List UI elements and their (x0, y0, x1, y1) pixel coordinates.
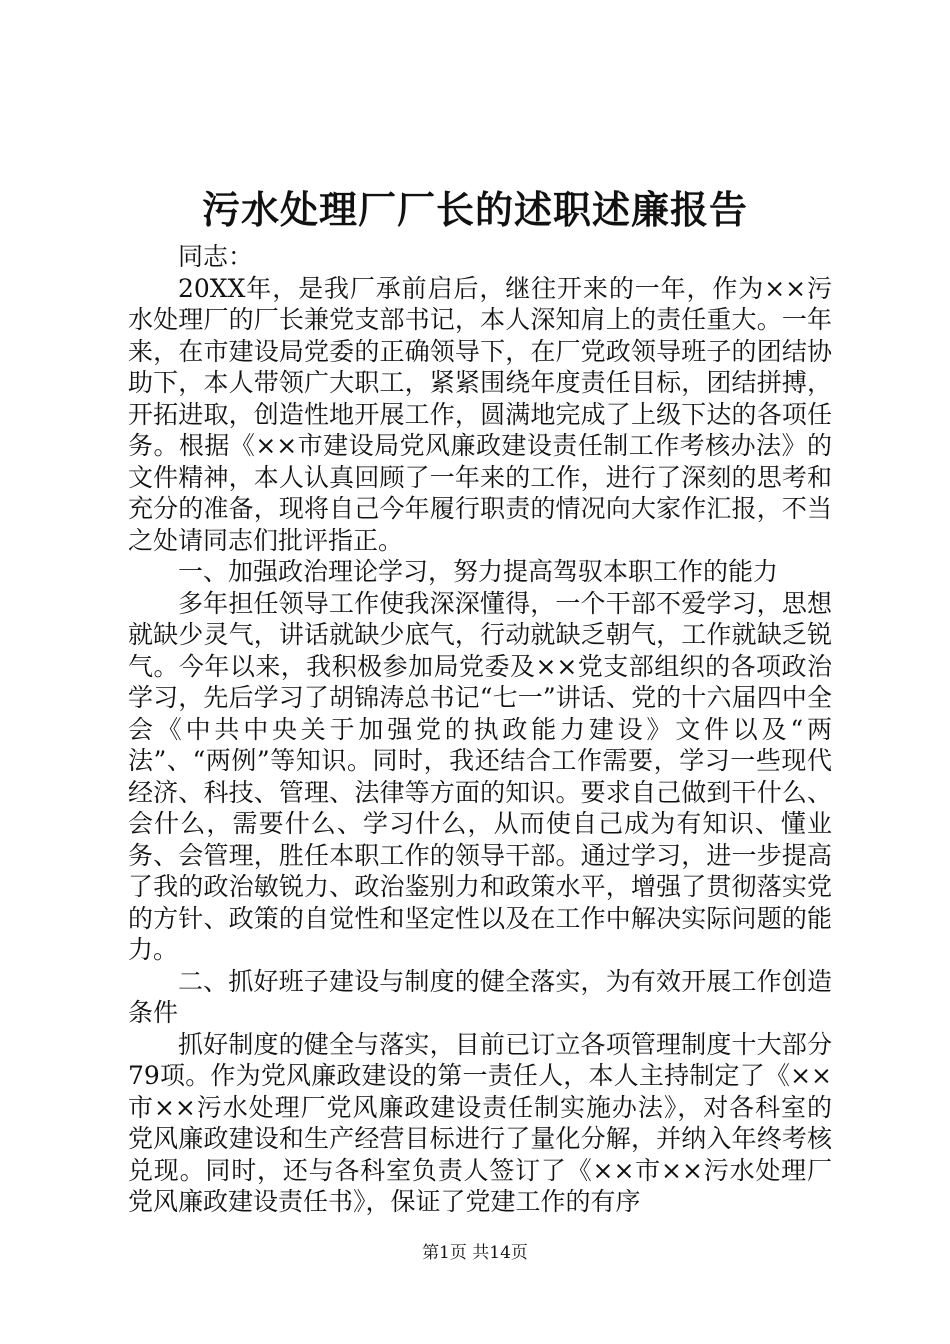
paragraph: 抓好制度的健全与落实，目前已订立各项管理制度十大部分79项。作为党风廉政建设的第一责任人，本人主持制定了《××市××污水处理厂党风廉政建设责任制实施办法》，对各科室的党风廉政建设和生产经营目标进行了量化分解，并纳入年终考核兑现。同时，还与各科室负责人签订了《××市××污水处理厂党风廉政建设责任书》，保证了党建工作的有序 (128, 1029, 832, 1216)
paragraph: 20XX年，是我厂承前启后，继往开来的一年，作为××污水处理厂的厂长兼党支部书记，本人深知肩上的责任重大。一年来，在市建设局党委的正确领导下，在厂党政领导班子的团结协助下，本人带领广大职工，紧紧围绕年度责任目标，团结拼搏，开拓进取，创造性地开展工作，圆满地完成了上级下达的各项任务。根据《××市建设局党风廉政建设责任制工作考核办法》的文件精神，本人认真回顾了一年来的工作，进行了深刻的思考和充分的准备，现将自己今年履行职责的情况向大家作汇报，不当之处请同志们批评指正。 (128, 273, 832, 555)
document-title: 污水处理厂厂长的述职述廉报告 (201, 187, 748, 232)
section-heading: 二、抓好班子建设与制度的健全落实，为有效开展工作创造条件 (128, 966, 832, 1027)
page-number-footer: 第1页 共14页 (422, 1243, 528, 1263)
paragraph: 多年担任领导工作使我深深懂得，一个干部不爱学习，思想就缺少灵气，讲话就缺少底气，行动就缺乏朝气，工作就缺乏锐气。今年以来，我积极参加局党委及××党支部组织的各项政治学习，先后学习了胡锦涛总书记“七一”讲话、党的十六届四中全会《中共中央关于加强党的执政能力建设》文件以及“两法”、“两例”等知识。同时，我还结合工作需要，学习一些现代经济、科技、管理、法律等方面的知识。要求自己做到干什么、会什么，需要什么、学习什么，从而使自己成为有知识、懂业务、会管理，胜任本职工作的领导干部。通过学习，进一步提高了我的政治敏锐力、政治鉴别力和政策水平，增强了贯彻落实党的方针、政策的自觉性和坚定性以及在工作中解决实际问题的能力。 (128, 588, 832, 964)
section-heading: 一、加强政治理论学习，努力提高驾驭本职工作的能力 (178, 557, 779, 586)
document-body (128, 241, 832, 1218)
salutation: 同志： (178, 242, 254, 271)
